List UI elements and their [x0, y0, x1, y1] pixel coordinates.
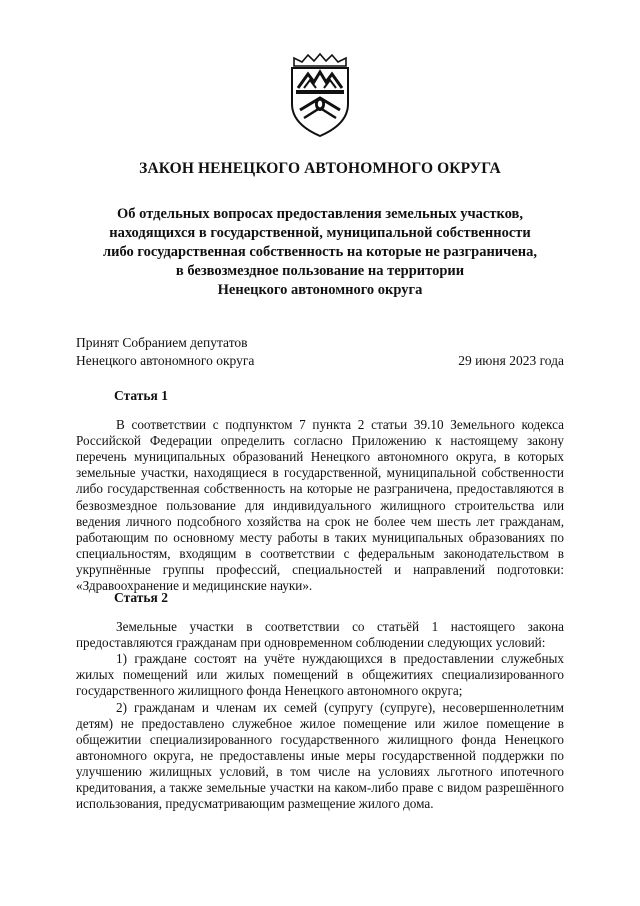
- article-2: [76, 590, 564, 812]
- adoption-date: 29 июня 2023 года: [458, 353, 564, 368]
- article-paragraph: Земельные участки в соответствии со статьёй 1 настоящего закона предоставляются гражданам при одновременном соблюдении следующих условий:: [76, 619, 564, 651]
- subject-line: либо государственная собственность на которые не разграничена,: [102, 244, 538, 260]
- adoption-block: [76, 334, 564, 370]
- law-title: ЗАКОН НЕНЕЦКОГО АВТОНОМНОГО ОКРУГА: [139, 160, 501, 177]
- subject-line: находящихся в государственной, муниципальной собственности: [109, 225, 531, 241]
- article-item: 2) гражданам и членам их семей (супругу (супруге), несовершеннолетним детям) не предоставлено служебное жилое помещение или жилое помещение в общежитии специализированного государственного жилищного фонда Ненецкого автономного округа, не предоставлены иные меры государственной поддержки по улучшению жилищных условий, в том числе на условиях льготного ипотечного кредитования, а также земельные участки на каком-либо праве с видом разрешённого использования, предусматривающим размещение жилого дома.: [76, 699, 564, 812]
- article-item: 1) граждане состоят на учёте нуждающихся в предоставлении служебных жилых помещений или жилых помещений в общежитиях специализированного государственного жилищного фонда Ненецкого автономного округа;: [76, 651, 564, 699]
- article-1: [76, 388, 564, 594]
- nenets-okrug-coat-of-arms-icon: [288, 52, 352, 138]
- article-heading: Статья 1: [114, 388, 168, 403]
- subject-line: Об отдельных вопросах предоставления земельных участков,: [117, 206, 523, 222]
- article-paragraph: В соответствии с подпунктом 7 пункта 2 статьи 39.10 Земельного кодекса Российской Федерации определить согласно Приложению к настоящему закону перечень муниципальных образований Ненецкого автономного округа, в которых земельные участки, находящиеся в государственной, муниципальной собственности либо государственная собственность на которые не разграничена, предоставляются в безвозмездное пользование для индивидуального жилищного строительства или ведения личного подсобного хозяйства на срок не более чем шесть лет гражданам, работающим по основному месту работы в таких муниципальных образованиях по специальностям, входящим в соответствии с федеральным законодательством в укрупнённые группы профессий, специальностей и направлений подготовки: «Здравоохранение и медицинские науки».: [76, 417, 564, 594]
- subject-line: в безвозмездное пользование на территории: [175, 263, 465, 279]
- adopted-by-line: Принят Собранием депутатов: [76, 335, 248, 350]
- law-subject: [70, 205, 570, 300]
- subject-line: Ненецкого автономного округа: [217, 282, 423, 298]
- adopted-by-body: Ненецкого автономного округа: [76, 353, 255, 368]
- article-heading: Статья 2: [114, 590, 168, 605]
